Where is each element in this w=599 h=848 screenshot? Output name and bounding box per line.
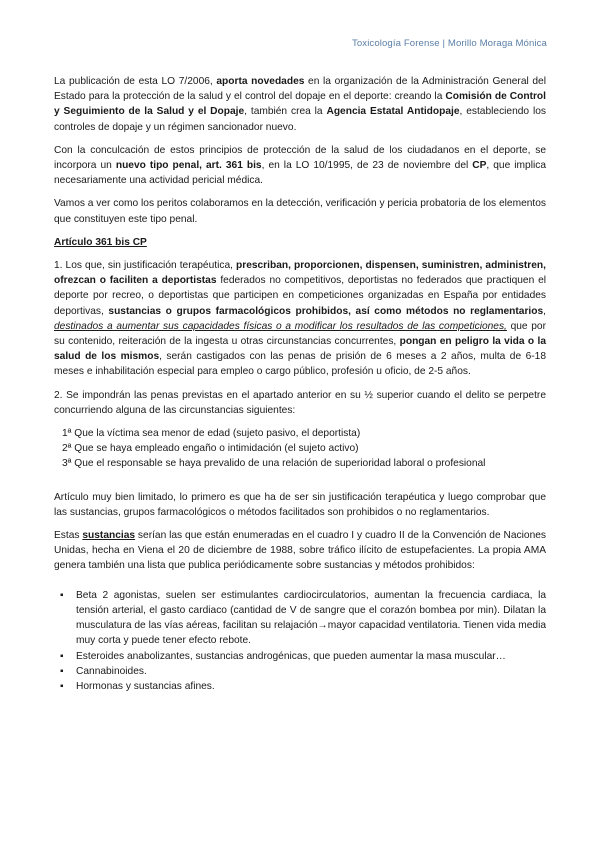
text-run: , también crea la: [244, 106, 327, 118]
paragraph-lo-7-2006: [54, 74, 546, 135]
text-run: La publicación de esta LO 7/2006,: [54, 76, 217, 87]
bold-run: Comisión de Control y Seguimiento de la Salud y el Dopaje: [54, 91, 546, 118]
bold-run: sustancias o grupos farmacológicos prohibidos, así como métodos no reglamentarios: [108, 305, 544, 317]
bold-run: aporta novedades: [216, 76, 305, 87]
bullet-item: ▪ Hormonas y sustancias afines.: [54, 679, 546, 694]
text-run: que por su contenido, reiteración de la ingesta u otras circunstancias concurrentes,: [54, 320, 546, 348]
bullet-item: ▪ Esteroides anabolizantes, sustancias androgénicas, que pueden aumentar la masa muscular…: [54, 649, 546, 664]
page-header: Toxicología Forense | Morillo Moraga Mónica: [351, 38, 547, 49]
paragraph-nuevo-tipo-penal: [54, 143, 546, 189]
text-run: ,: [543, 305, 546, 317]
text-run: , estableciendo los controles de dopaje y un régimen sancionador nuevo.: [54, 106, 546, 133]
text-run: , que implica necesariamente una actividad pericial médica.: [54, 160, 546, 187]
paragraph-peritos: Vamos a ver como los peritos colaboramos en la detección, verificación y pericia probatoria de los elementos que constituyen este tipo penal.: [54, 198, 546, 225]
bold-run: Agencia Estatal Antidopaje: [326, 106, 460, 118]
paragraph-sustancias: [54, 528, 546, 574]
text-run: federados no competitivos, deportistas no federados que practiquen el deporte por recreo, o deportistas que participen en competiciones organizadas en España por entidades deportivas,: [54, 275, 546, 317]
text-run: , serán castigados con las penas de prisión de 6 meses a 2 años, multa de 6-18 meses e inhabilitación especial para empleo o cargo público, profesión u oficio, de 2-5 años.: [54, 351, 546, 378]
document-body: [54, 74, 546, 694]
text-run: 1. Los que, sin justificación terapéutica,: [54, 260, 236, 272]
text-run: Con la conculcación de estos principios de protección de la salud de los ciudadanos en el deporte, se incorpora un: [54, 144, 546, 172]
paragraph-article-point-2: 2. Se impondrán las penas previstas en el apartado anterior en su ½ superior cuando el delito se perpetre concurriendo alguna de las circunstancias siguientes:: [54, 389, 546, 416]
paragraph-article-comment: Artículo muy bien limitado, lo primero es que ha de ser sin justificación terapéutica y luego comprobar que las sustancias, grupos farmacológicos o métodos facilitados son prohibidos o no reglamentarios.: [54, 491, 546, 518]
underlined-bold-run: sustancias: [82, 530, 136, 542]
circumstance-item: 2ª Que se haya empleado engaño o intimidación (el sujeto activo): [62, 443, 359, 455]
bold-run: pongan en peligro la vida o la salud de los mismos: [54, 336, 547, 363]
text-run: serían las que están enumeradas en el cuadro I y cuadro II de la Convención de Naciones Unidas, hecha en Viena el 20 de diciembre de 1988, sobre tráfico ilícito de estupefacientes. La propia AMA genera también una lista que publica periódicamente sobre sustancias y métodos prohibidos:: [54, 530, 546, 572]
bullet-item: ▪ Cannabinoides.: [54, 664, 546, 679]
article-heading: Artículo 361 bis CP: [54, 236, 147, 248]
circumstance-item: 1ª Que la víctima sea menor de edad (sujeto pasivo, el deportista): [62, 428, 361, 440]
substances-bullet-list: [54, 588, 546, 694]
text-run: Estas: [54, 530, 83, 542]
bold-run: prescriban, proporcionen, dispensen, suministren, administren, ofrezcan o faciliten a deportistas: [54, 260, 546, 287]
text-run: en la organización de la Administración General del Estado para la protección de la salud y el control del dopaje en el deporte: creando la: [54, 76, 546, 103]
bullet-item: ▪ Beta 2 agonistas, suelen ser estimulantes cardiocirculatorios, aumentan la frecuencia cardiaca, la tensión arterial, el gasto cardiaco (cantidad de V de sangre que el corazón bombea por min). Dilatan la musculatura de las vías aéreas, facilitan su relajación→mayor capacidad ventilatoria. Tienen vida media muy corta y puede tener efecto rebote.: [54, 588, 546, 649]
circumstances-list: [62, 426, 546, 472]
italic-underlined-run: destinados a aumentar sus capacidades físicas o a modificar los resultados de las competiciones,: [54, 320, 507, 332]
circumstance-item: 3ª Que el responsable se haya prevalido de una relación de superioridad laboral o profesional: [62, 458, 486, 470]
text-run: , en la LO 10/1995, de 23 de noviembre del: [261, 160, 473, 172]
bold-run: nuevo tipo penal, art. 361 bis: [115, 160, 262, 172]
paragraph-article-point-1: [54, 258, 546, 380]
bold-run: CP: [472, 160, 487, 172]
